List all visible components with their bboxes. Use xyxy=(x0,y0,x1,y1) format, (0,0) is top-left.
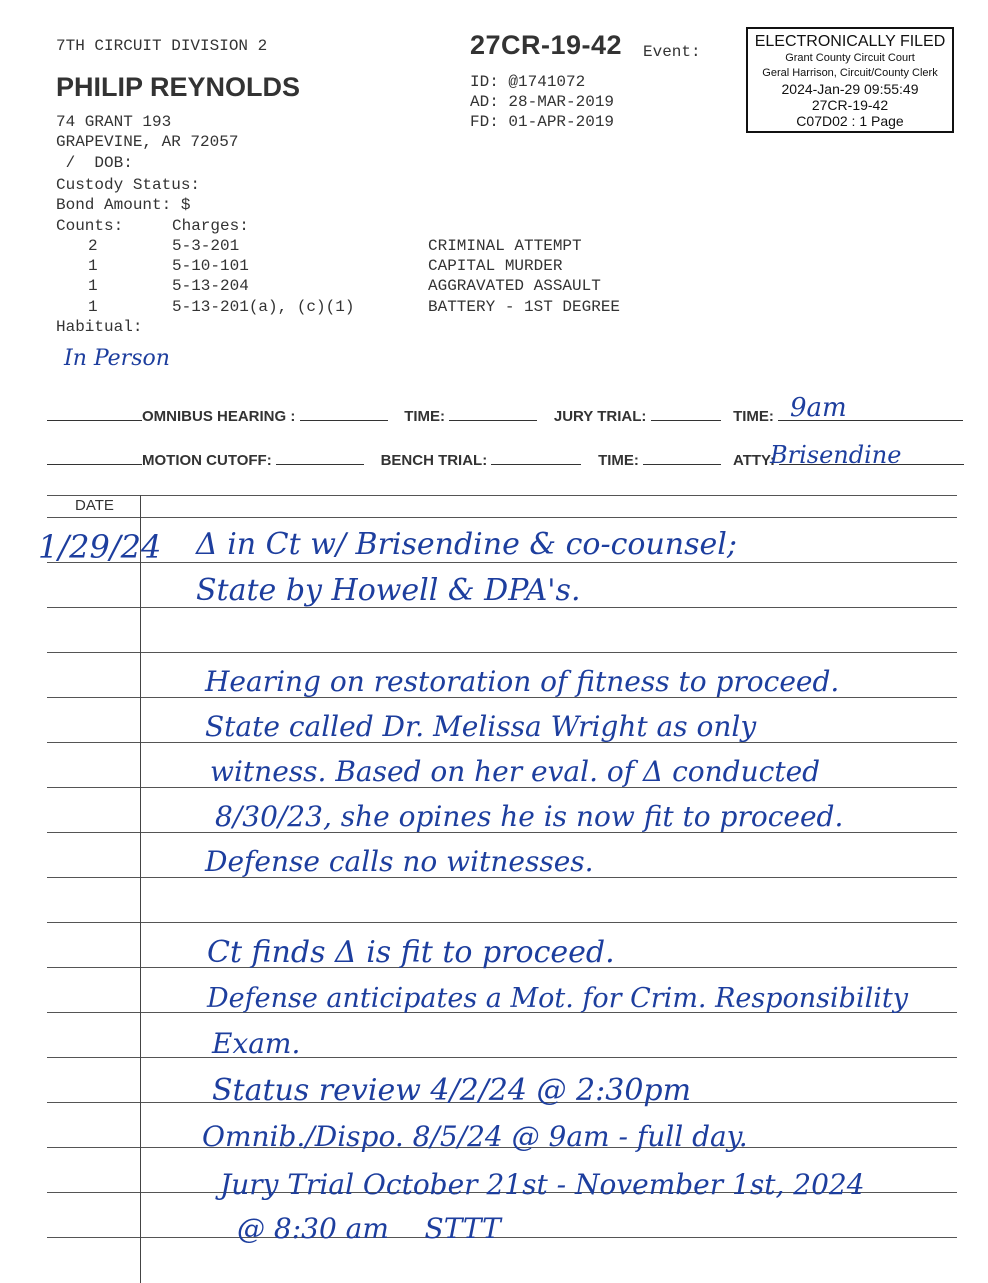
bench-trial-label: BENCH TRIAL: xyxy=(380,452,488,469)
docket-rule xyxy=(47,652,957,653)
docket-top-rule xyxy=(47,495,957,496)
efile-stamp xyxy=(746,27,954,133)
docket-line: Omnib./Dispo. 8/5/24 @ 9am - full day. xyxy=(202,1120,748,1153)
docket-line: Ct finds Δ is fit to proceed. xyxy=(207,935,615,970)
bench-trial-blank xyxy=(491,463,581,465)
id-line: ID: @1741072 xyxy=(470,73,586,91)
docket-line: Exam. xyxy=(212,1027,301,1060)
charge-description: CRIMINAL ATTEMPT xyxy=(428,237,582,255)
docket-line: Hearing on restoration of fitness to proceed. xyxy=(205,665,840,698)
fd-line: FD: 01-APR-2019 xyxy=(470,113,615,131)
motion-cutoff-blank xyxy=(276,463,364,465)
counts-label: Counts: xyxy=(56,217,124,235)
docket-line: Status review 4/2/24 @ 2:30pm xyxy=(212,1073,692,1108)
charge-count: 2 xyxy=(88,237,98,255)
motion-blank-left xyxy=(47,463,142,465)
ad-line: AD: 28-MAR-2019 xyxy=(470,93,615,111)
time-3-blank xyxy=(643,463,721,465)
jury-trial-label: JURY TRIAL: xyxy=(553,408,647,425)
docket-rule xyxy=(47,1057,957,1058)
time-label-3: TIME: xyxy=(598,452,639,469)
atty-label: ATTY: xyxy=(733,452,775,469)
omnibus-hearing-label: OMNIBUS HEARING : xyxy=(142,408,296,425)
time-label-2: TIME: xyxy=(733,408,774,425)
stamp-page: C07D02 : 1 Page xyxy=(796,113,904,129)
division-line: 7TH CIRCUIT DIVISION 2 xyxy=(56,37,268,55)
charge-description: BATTERY - 1ST DEGREE xyxy=(428,298,621,316)
time-2-value: 9am xyxy=(790,393,847,423)
time-1-blank xyxy=(449,419,537,421)
appearance-note: In Person xyxy=(64,346,170,371)
stamp-court: Grant County Circuit Court xyxy=(785,52,915,64)
custody-status: Custody Status: xyxy=(56,176,201,194)
docket-line: 8/30/23, she opines he is now fit to proceed. xyxy=(215,800,844,833)
docket-line: @ 8:30 am STTT xyxy=(237,1212,501,1245)
event-label: Event: xyxy=(643,43,701,61)
docket-line: Defense anticipates a Mot. for Crim. Responsibility xyxy=(207,983,908,1014)
charge-statute: 5-3-201 xyxy=(172,237,240,255)
motion-cutoff-label: MOTION CUTOFF: xyxy=(142,452,272,469)
date-column-label: DATE xyxy=(75,497,114,514)
docket-line: witness. Based on her eval. of Δ conducted xyxy=(210,755,821,788)
omnibus-blank-left xyxy=(47,419,142,421)
charge-count: 1 xyxy=(88,298,98,316)
stamp-title: ELECTRONICALLY FILED xyxy=(754,33,946,50)
bond-amount: Bond Amount: $ xyxy=(56,196,191,214)
habitual-label: Habitual: xyxy=(56,318,143,336)
charge-statute: 5-13-201(a), (c)(1) xyxy=(172,298,355,316)
stamp-clerk: Geral Harrison, Circuit/County Clerk xyxy=(762,67,938,79)
docket-line: State by Howell & DPA's. xyxy=(196,573,581,608)
docket-line: State called Dr. Melissa Wright as only xyxy=(205,710,757,743)
address-line-1: 74 GRANT 193 xyxy=(56,113,172,131)
charge-description: CAPITAL MURDER xyxy=(428,257,563,275)
charge-statute: 5-10-101 xyxy=(172,257,249,275)
charge-statute: 5-13-204 xyxy=(172,277,249,295)
stamp-datetime: 2024-Jan-29 09:55:49 xyxy=(781,81,919,97)
jury-trial-blank xyxy=(651,419,721,421)
defendant-name: PHILIP REYNOLDS xyxy=(56,72,301,102)
case-number: 27CR-19-42 xyxy=(470,30,623,60)
date-column-divider xyxy=(140,495,141,1283)
docket-line: Jury Trial October 21st - November 1st, 2024 xyxy=(220,1168,865,1201)
docket-rule xyxy=(47,922,957,923)
docket-rule xyxy=(47,517,957,518)
omnibus-hearing-blank xyxy=(300,419,388,421)
charge-count: 1 xyxy=(88,257,98,275)
charge-description: AGGRAVATED ASSAULT xyxy=(428,277,601,295)
docket-rule xyxy=(47,562,957,563)
atty-value: Brisendine xyxy=(770,441,902,469)
time-label-1: TIME: xyxy=(404,408,446,425)
docket-rule xyxy=(47,1237,957,1238)
charge-count: 1 xyxy=(88,277,98,295)
address-line-2: GRAPEVINE, AR 72057 xyxy=(56,133,239,151)
docket-line: Defense calls no witnesses. xyxy=(205,845,594,878)
charges-label: Charges: xyxy=(172,217,249,235)
dob-line: / DOB: xyxy=(56,154,133,172)
docket-line: Δ in Ct w/ Brisendine & co-counsel; xyxy=(196,527,737,562)
stamp-case: 27CR-19-42 xyxy=(811,97,889,113)
entry-date: 1/29/24 xyxy=(38,528,162,566)
